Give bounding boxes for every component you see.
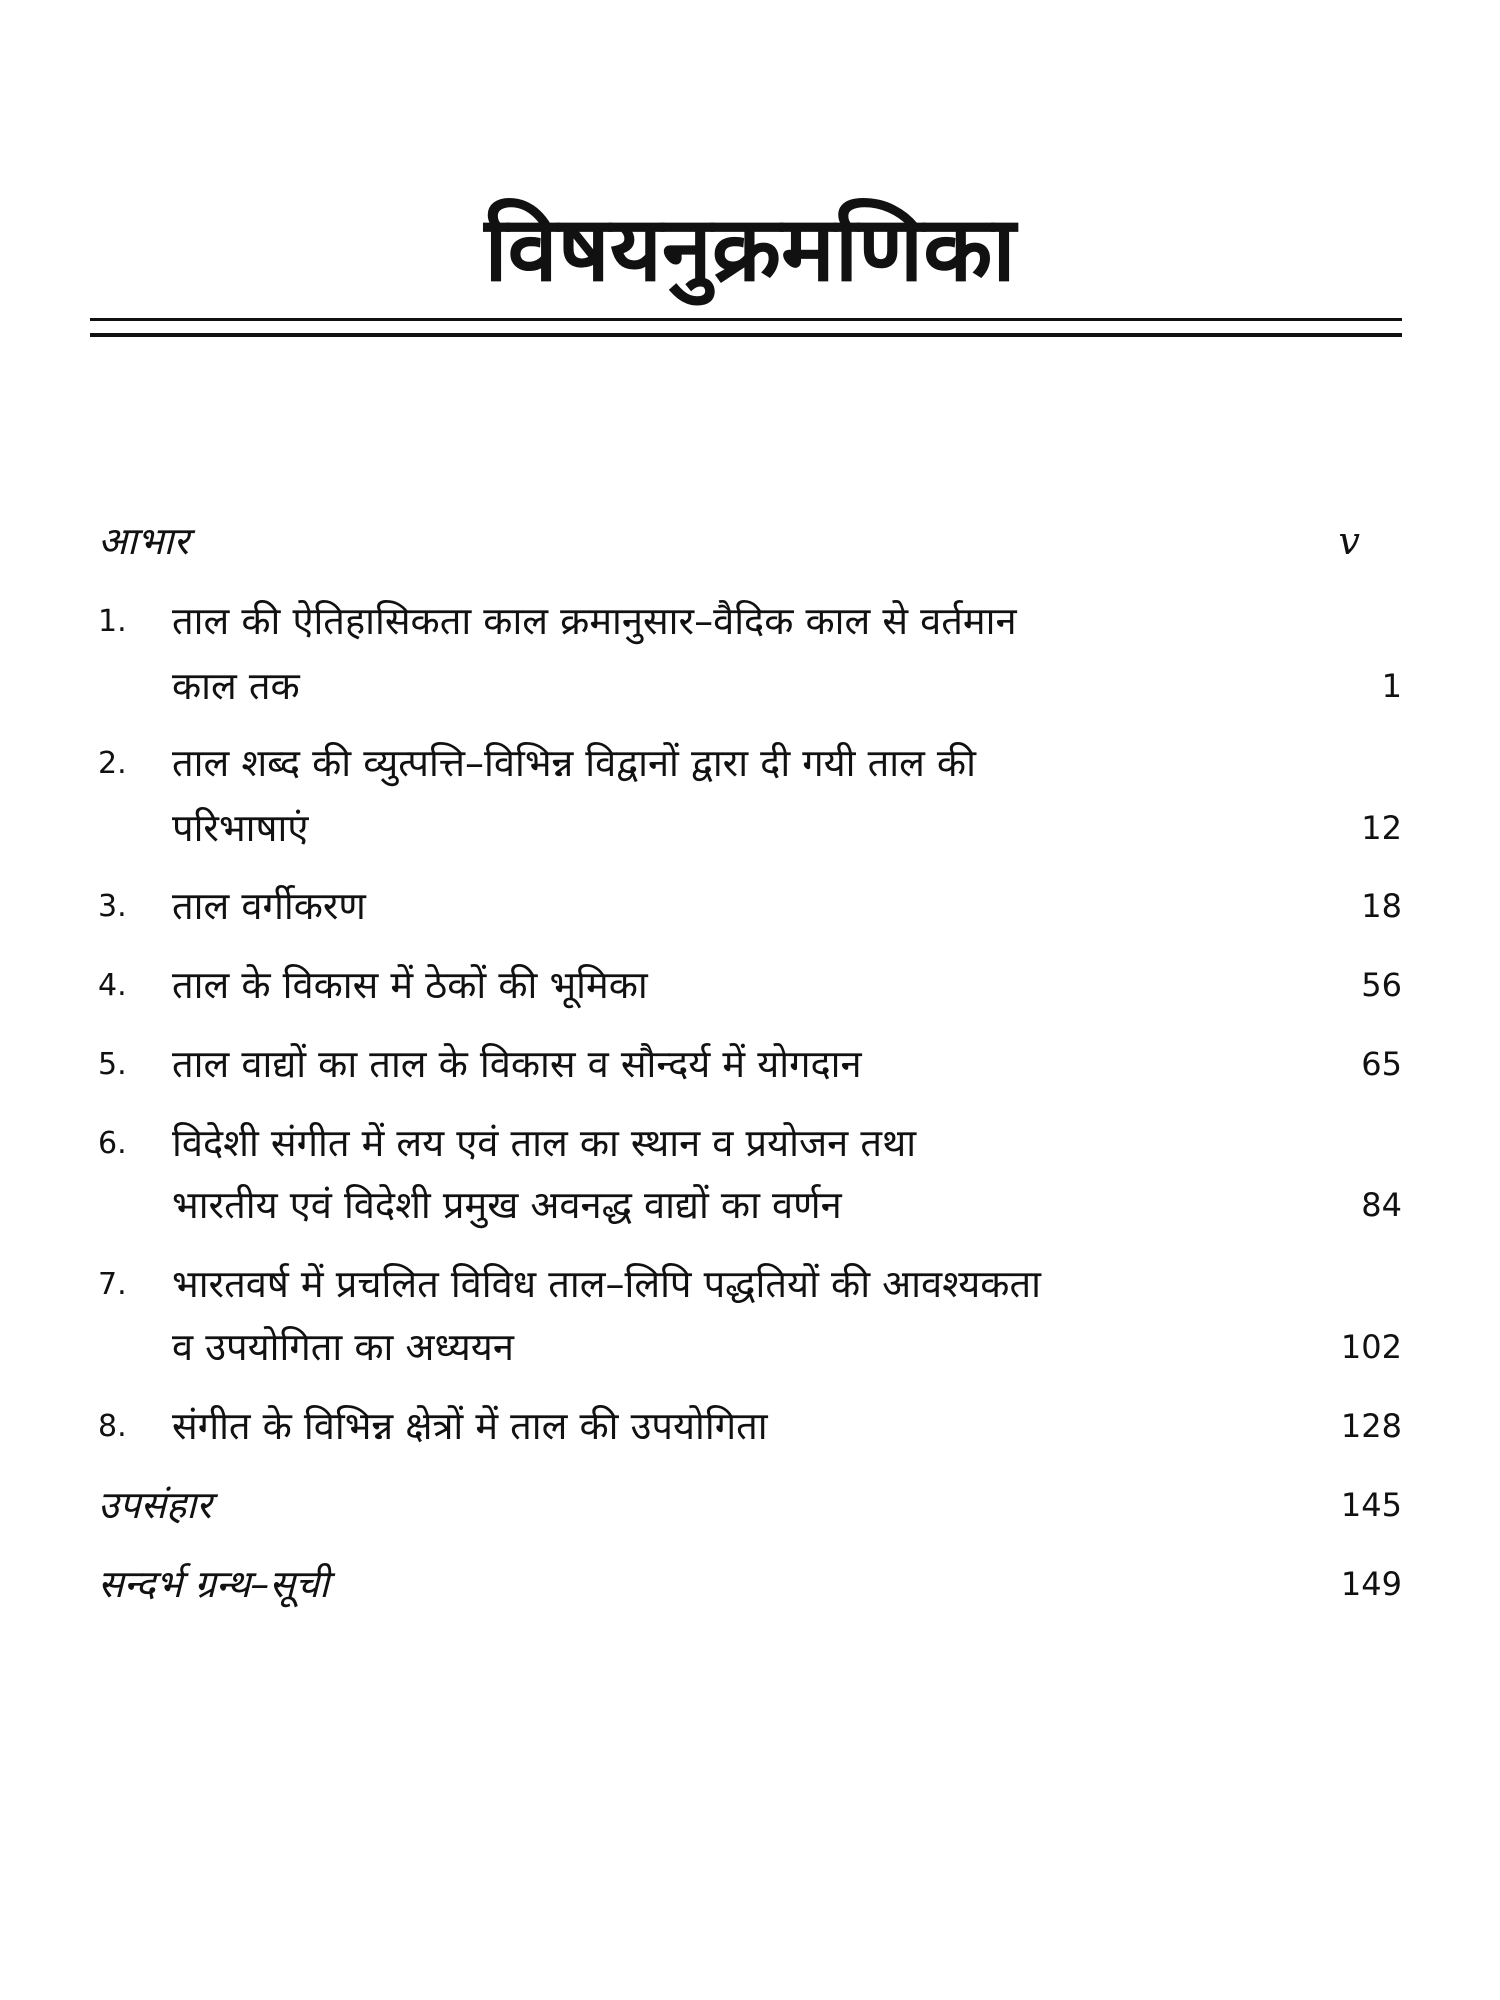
toc-entry-page: 12 xyxy=(1361,809,1402,847)
chapter-title-line1: भारतवर्ष में प्रचलित विविध ताल–लिपि पद्धतियों की आवश्यकता xyxy=(172,1262,1041,1306)
toc-entry-page: 1 xyxy=(1381,667,1402,705)
toc-entry-page: v xyxy=(1338,519,1360,563)
toc-entry-page: 18 xyxy=(1361,887,1402,925)
chapter-title-line2: काल तक xyxy=(172,664,300,708)
chapter-number: 6. xyxy=(98,1126,127,1161)
chapter-title-line1: ताल की ऐतिहासिकता काल क्रमानुसार–वैदिक काल से वर्तमान xyxy=(172,599,1017,643)
chapter-number: 7. xyxy=(98,1267,127,1302)
chapter-title-line2: परिभाषाएं xyxy=(172,806,309,850)
toc-entry-page: 65 xyxy=(1361,1045,1402,1083)
chapter-number: 4. xyxy=(98,968,127,1003)
toc-entry-page: 128 xyxy=(1340,1407,1402,1445)
chapter-title-line2: व उपयोगिता का अध्ययन xyxy=(172,1325,514,1369)
chapter-number: 5. xyxy=(98,1047,127,1082)
toc-entry-page: 102 xyxy=(1340,1328,1402,1366)
chapter-number: 2. xyxy=(98,746,127,781)
toc-entry-page: 145 xyxy=(1340,1486,1402,1524)
toc-entry-page: 56 xyxy=(1361,966,1402,1004)
chapter-number: 1. xyxy=(98,604,127,639)
title-divider-bottom xyxy=(90,333,1402,337)
chapter-title-line1: ताल शब्द की व्युत्पत्ति–विभिन्न विद्वानों द्वारा दी गयी ताल की xyxy=(172,741,976,785)
chapter-title-line1: विदेशी संगीत में लय एवं ताल का स्थान व प्रयोजन तथा xyxy=(172,1121,917,1165)
chapter-title-line1: ताल वाद्यों का ताल के विकास व सौन्दर्य में योगदान xyxy=(172,1042,862,1086)
toc-entry-label: आभार xyxy=(98,519,189,563)
chapter-title-line1: ताल वर्गीकरण xyxy=(172,884,366,928)
title-divider-top xyxy=(90,318,1402,321)
toc-entry-page: 84 xyxy=(1361,1186,1402,1224)
page-title: विषयनुक्रमणिका xyxy=(484,197,1016,302)
toc-entry-page: 149 xyxy=(1340,1565,1402,1603)
toc-entry-label: उपसंहार xyxy=(98,1483,212,1527)
chapter-number: 3. xyxy=(98,889,127,924)
chapter-title-line1: ताल के विकास में ठेकों की भूमिका xyxy=(172,963,648,1007)
chapter-title-line1: संगीत के विभिन्न क्षेत्रों में ताल की उपयोगिता xyxy=(172,1404,768,1448)
chapter-number: 8. xyxy=(98,1409,127,1444)
chapter-title-line2: भारतीय एवं विदेशी प्रमुख अवनद्ध वाद्यों का वर्णन xyxy=(172,1183,842,1227)
toc-entry-label: सन्दर्भ ग्रन्थ–सूची xyxy=(98,1562,329,1606)
